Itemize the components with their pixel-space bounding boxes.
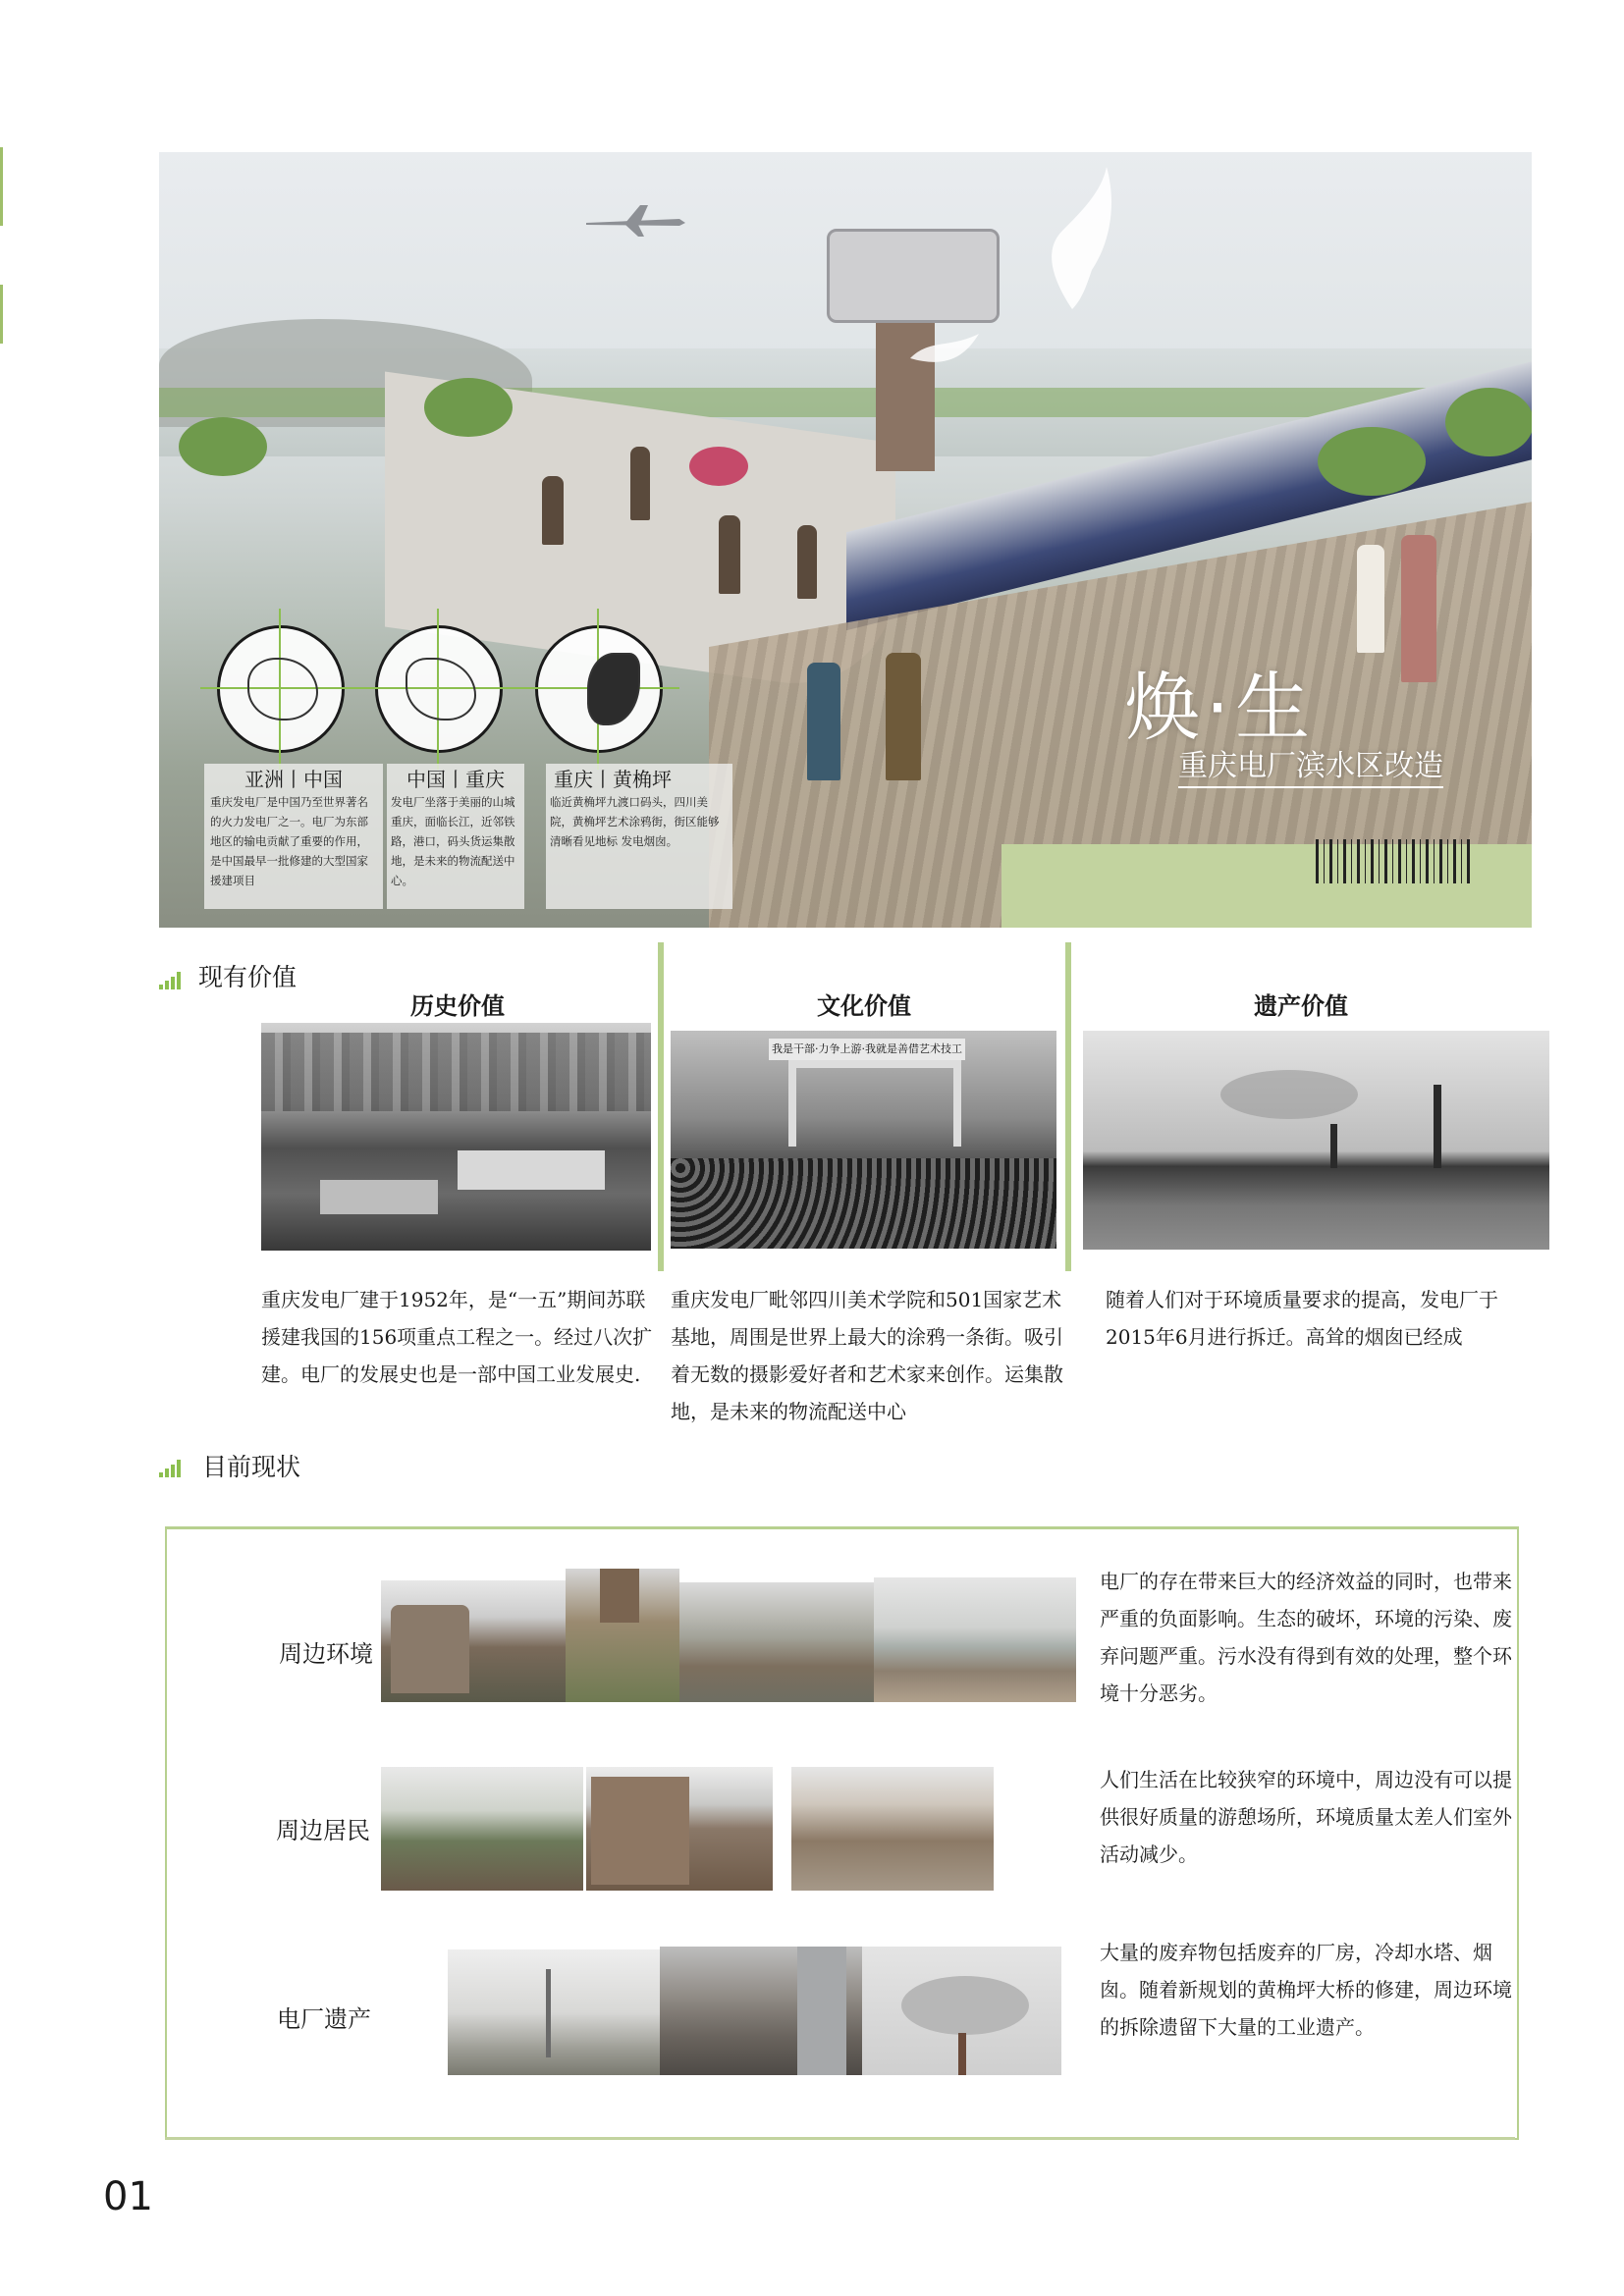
person <box>630 447 650 520</box>
residents-text: 人们生活在比较狭窄的环境中，周边没有可以提供很好质量的游憩场所，环境质量太差人们室外活动减少。 <box>1100 1768 1512 1866</box>
hero-subtitle: 重庆电厂滨水区改造 <box>1178 741 1443 788</box>
map-chongqing-huangjueping <box>535 625 663 753</box>
chimney <box>546 1969 551 2057</box>
china-outline <box>247 658 318 721</box>
environment-photo-4 <box>874 1577 1076 1702</box>
tree <box>689 447 748 486</box>
map-china-chongqing <box>375 625 503 753</box>
smoke <box>1220 1070 1358 1119</box>
gate-arch <box>788 1060 961 1147</box>
history-text: 重庆发电厂建于1952年，是“一五”期间苏联援建我国的156项重点工程之一。经过八次扩建。电厂的发展史也是一部中国工业发展史. <box>261 1288 653 1386</box>
residents-photo-2 <box>586 1767 773 1891</box>
column-title-heritage: 遗产价值 <box>1254 992 1348 1020</box>
heritage-status-text: 大量的废弃物包括废弃的厂房，冷却水塔、烟囱。随着新规划的黄桷坪大桥的修建，周边环境的拆除遗留下大量的工业遗产。 <box>1100 1941 1512 2039</box>
culture-photo <box>671 1031 1056 1249</box>
location-title: 中国丨重庆 <box>406 768 505 791</box>
dove-small-icon <box>905 329 984 378</box>
person <box>719 515 740 594</box>
barcode-decoration <box>1316 839 1471 883</box>
tree <box>1318 427 1426 496</box>
signal-bars-icon <box>159 972 189 989</box>
heritage-photo-2 <box>660 1947 864 2075</box>
city-skyline <box>261 1033 651 1111</box>
chongqing-outline <box>406 658 476 721</box>
observation-tower <box>827 229 1000 323</box>
heritage-photo <box>1083 1031 1549 1250</box>
chimney <box>958 2033 966 2075</box>
boat <box>320 1180 438 1214</box>
location-panel-3 <box>546 764 732 909</box>
column-title-culture: 文化价值 <box>817 992 911 1020</box>
location-title: 重庆丨黄桷坪 <box>554 768 672 791</box>
boat <box>458 1150 605 1190</box>
location-text: 临近黄桷坪九渡口码头，四川美院，黄桷坪艺术涂鸦街，街区能够清晰看见地标 发电烟囱。 <box>550 795 720 848</box>
location-title: 亚洲丨中国 <box>244 768 343 791</box>
heritage-photo-3 <box>862 1947 1061 2075</box>
row-label-residents: 周边居民 <box>276 1817 370 1844</box>
person <box>807 663 840 780</box>
section-title-current-status: 目前现状 <box>202 1453 301 1481</box>
person <box>1357 545 1384 653</box>
page-number: 01 <box>103 2174 153 2219</box>
person <box>797 525 817 599</box>
tree <box>179 417 267 476</box>
environment-photo-3 <box>679 1582 876 1702</box>
crowd <box>671 1158 1056 1249</box>
column-divider <box>1065 942 1071 1271</box>
gate-banner: 我是干部·力争上游·我就是善借艺术技工 <box>769 1039 965 1060</box>
location-panel-1 <box>204 764 383 909</box>
water-tower <box>600 1569 639 1623</box>
tree <box>424 378 513 437</box>
airplane-icon <box>581 201 689 240</box>
environment-photo-2 <box>566 1569 679 1702</box>
residents-photo-1 <box>381 1767 583 1891</box>
tree <box>1445 388 1532 456</box>
section-title-existing-value: 现有价值 <box>198 963 298 991</box>
smoke <box>901 1976 1029 2035</box>
person <box>542 476 564 545</box>
location-panel-2 <box>387 764 524 909</box>
map-asia-china <box>217 625 345 753</box>
location-text: 发电厂坐落于美丽的山城重庆，面临长江，近邻铁路，港口，码头货运集散地，是未来的物流配送中心。 <box>391 795 515 887</box>
column-divider <box>658 942 664 1271</box>
status-frame-bottom-line <box>165 2137 1515 2140</box>
person <box>886 653 921 780</box>
row-label-heritage: 电厂遗产 <box>277 2005 371 2033</box>
edge-mark-top <box>0 147 3 226</box>
signal-bars-icon <box>159 1460 189 1477</box>
heritage-photo-1 <box>448 1949 660 2075</box>
residents-photo-3 <box>791 1767 994 1891</box>
silo <box>797 1947 846 2075</box>
culture-text: 重庆发电厂毗邻四川美术学院和501国家艺术基地，周围是世界上最大的涂鸦一条街。吸引着无数的摄影爱好者和艺术家来创作。运集散地，是未来的物流配送中心 <box>671 1288 1063 1423</box>
heritage-text: 随着人们对于环境质量要求的提高，发电厂于2015年6月进行拆迁。高耸的烟囱已经成 <box>1106 1288 1498 1349</box>
chimney <box>1434 1085 1441 1168</box>
dove-icon <box>1013 162 1131 319</box>
environment-text: 电厂的存在带来巨大的经济效益的同时，也带来严重的负面影响。生态的破坏，环境的污染、废弃问题严重。污水没有得到有效的处理，整个环境十分恶劣。 <box>1100 1570 1512 1705</box>
river-outline <box>587 653 640 725</box>
water-tower <box>391 1605 469 1693</box>
history-photo <box>261 1023 651 1251</box>
environment-photo-1 <box>381 1580 568 1702</box>
house <box>591 1777 689 1885</box>
chimney <box>1330 1124 1337 1168</box>
location-text: 重庆发电厂是中国乃至世界著名的火力发电厂之一。电厂为东部地区的输电贡献了重要的作用，是中国最早一批修建的大型国家援建项目 <box>210 795 368 887</box>
row-label-environment: 周边环境 <box>279 1640 373 1668</box>
edge-mark-middle <box>0 285 3 344</box>
person <box>1401 535 1436 682</box>
column-title-history: 历史价值 <box>410 992 505 1020</box>
hero-title: 焕·生 <box>1124 664 1316 751</box>
